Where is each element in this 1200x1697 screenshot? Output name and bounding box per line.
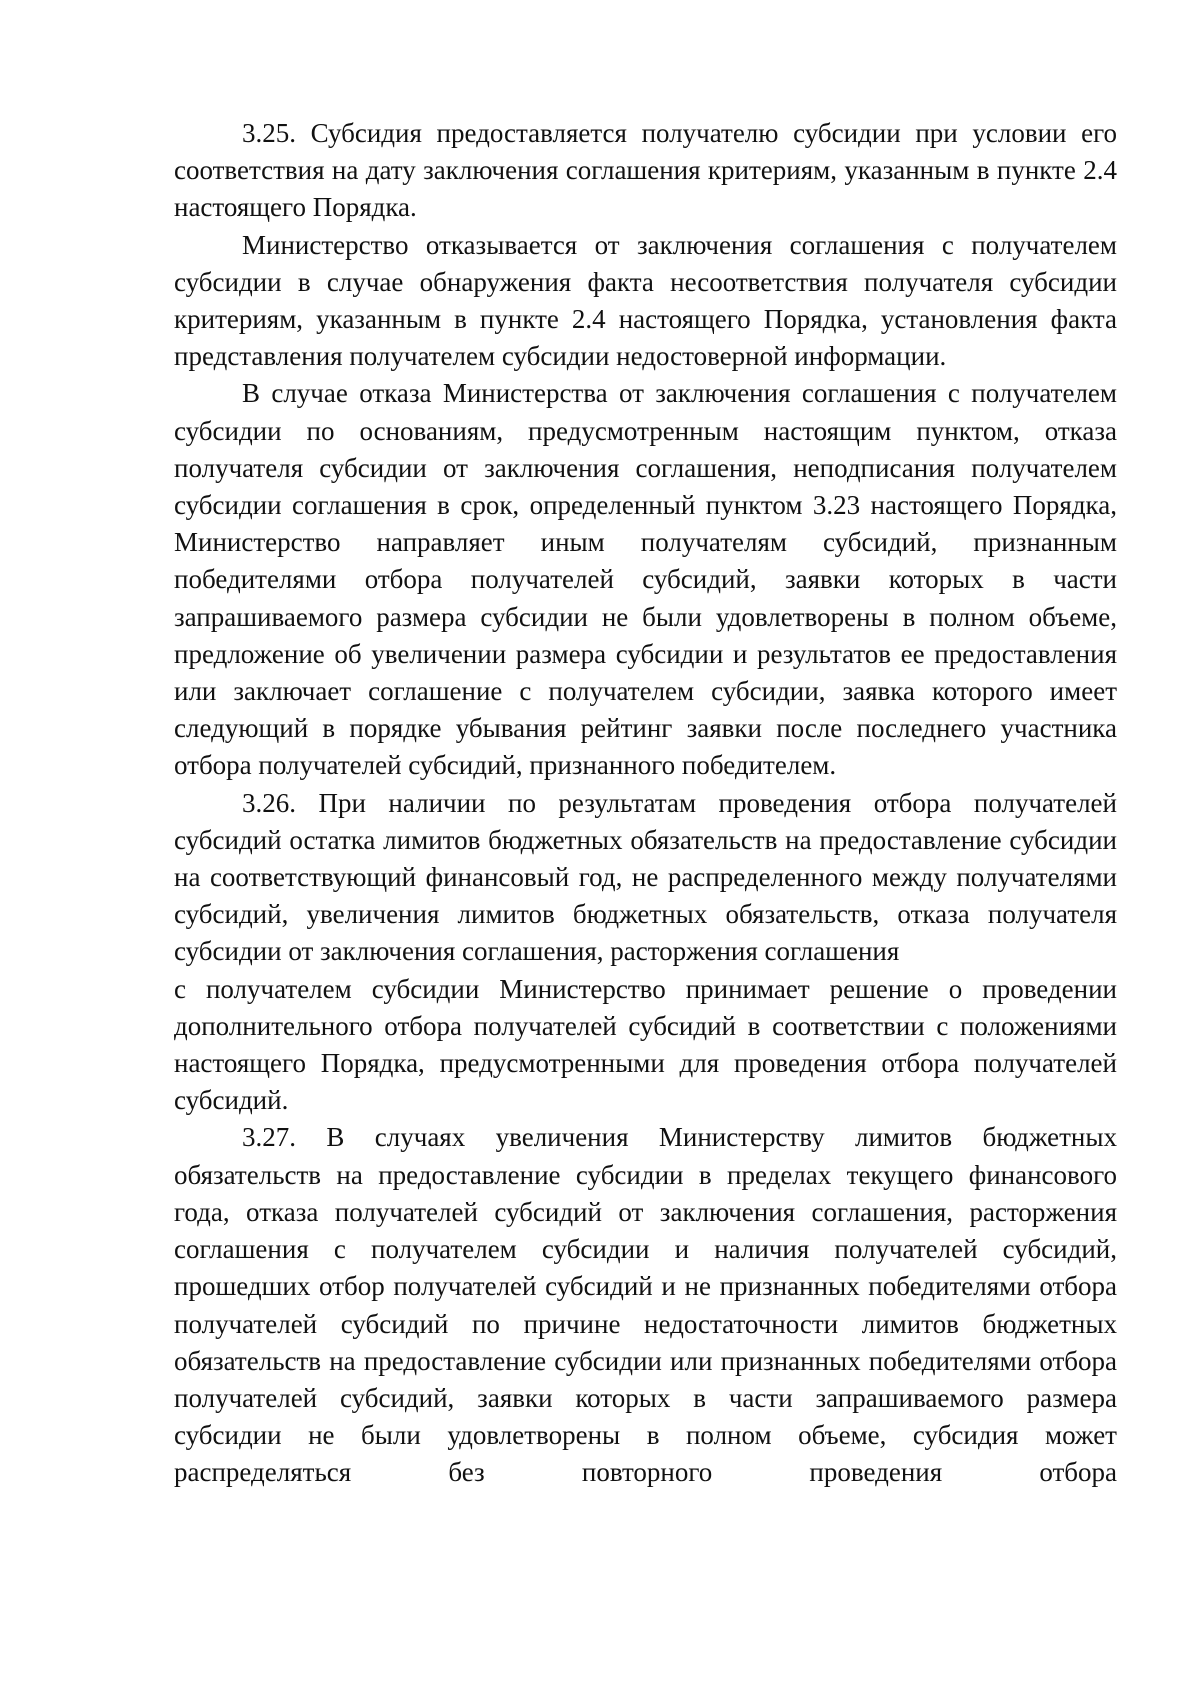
paragraph-refusal: Министерство отказывается от заключения соглашения с получателем субсидии в случае обнаружения факта несоответствия получателя субсидии критериям, указанным в пункте 2.4 настоящего Порядка, установления факта представления получателем субсидии недостоверной информации.	[174, 229, 1117, 372]
document-body	[174, 115, 1117, 1492]
paragraph-3-25: 3.25. Субсидия предоставляется получателю субсидии при условии его соответствия на дату заключения соглашения критериям, указанным в пункте 2.4 настоящего Порядка.	[174, 118, 1117, 223]
paragraph-refusal-case: В случае отказа Министерства от заключения соглашения с получателем субсидии по основаниям, предусмотренным настоящим пунктом, отказа получателя субсидии от заключения соглашения, неподписания получателем субсидии соглашения в срок, определенный пунктом 3.23 настоящего Порядка, Министерство направляет иным получателям субсидий, признанным победителями отбора получателей субсидий, заявки которых в части запрашиваемого размера субсидии не были удовлетворены в полном объеме, предложение об увеличении размера субсидии и результатов ее предоставления или заключает соглашение с получателем субсидии, заявка которого имеет следующий в порядке убывания рейтинг заявки после последнего участника отбора получателей субсидий, признанного победителем.	[174, 378, 1117, 781]
paragraph-3-27: 3.27. В случаях увеличения Министерству лимитов бюджетных обязательств на предоставление субсидии в пределах текущего финансового года, отказа получателей субсидий от заключения соглашения, расторжения соглашения с получателем субсидии и наличия получателей субсидий, прошедших отбор получателей субсидий и не признанных победителями отбора получателей субсидий по причине недостаточности лимитов бюджетных обязательств на предоставление субсидии или признанных победителями отбора получателей субсидий, заявки которых в части запрашиваемого размера субсидии не были удовлетворены в полном объеме, субсидия может распределяться без повторного проведения отбора	[174, 1122, 1117, 1488]
paragraph-3-26: 3.26. При наличии по результатам проведения отбора получателей субсидий остатка лимитов бюджетных обязательств на предоставление субсидии на соответствующий финансовый год, не распределенного между получателями субсидий, увеличения лимитов бюджетных обязательств, отказа получателя субсидии от заключения соглашения, расторжения соглашения	[174, 787, 1117, 967]
paragraph-3-26-continuation: с получателем субсидии Министерство принимает решение о проведении дополнительного отбора получателей субсидий в соответствии с положениями настоящего Порядка, предусмотренными для проведения отбора получателей субсидий.	[174, 973, 1117, 1116]
